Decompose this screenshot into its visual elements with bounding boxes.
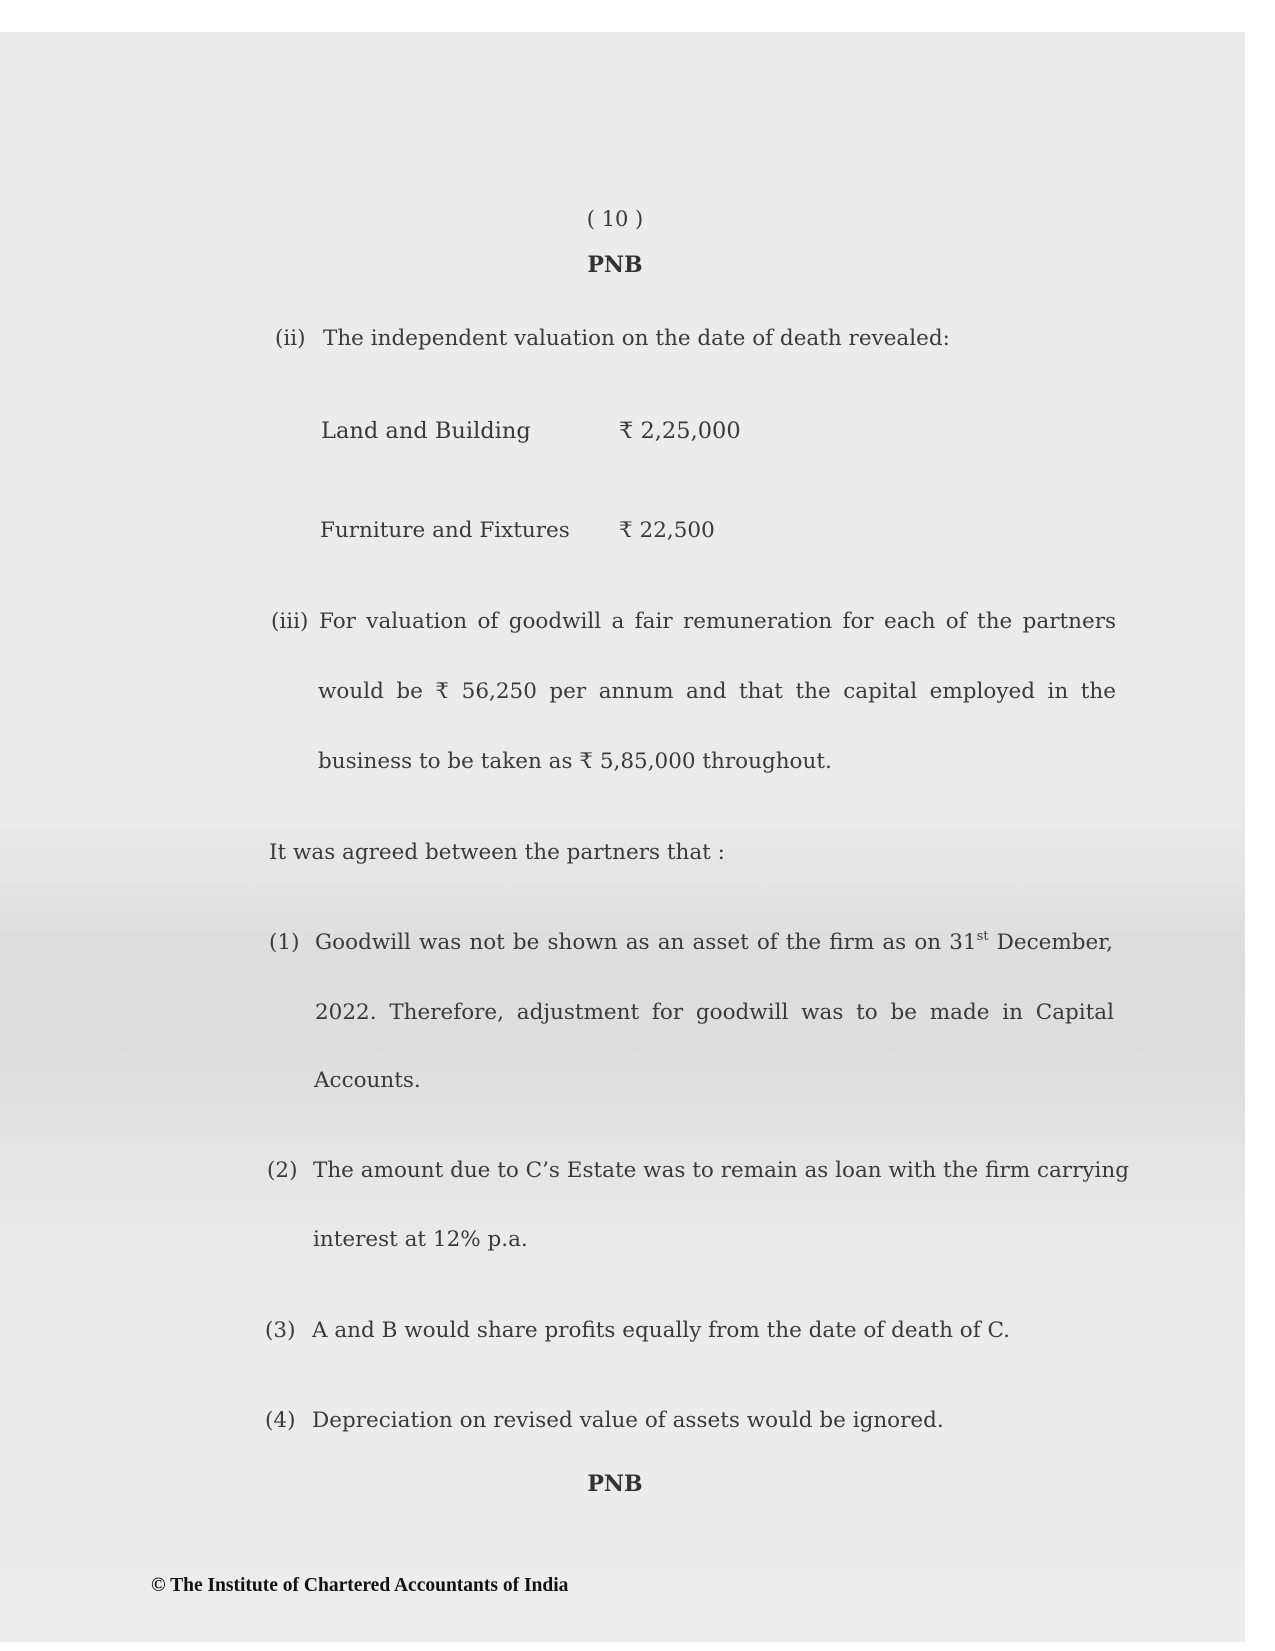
item-iii-marker: (iii) <box>271 609 309 634</box>
agreement-line: Depreciation on revised value of assets would be ignored. <box>312 1408 944 1433</box>
agreement-line: 2022. Therefore, adjustment for goodwill was to be made in Capital <box>315 1000 1114 1025</box>
agreement-marker: (2) <box>267 1158 298 1183</box>
item-ii-marker: (ii) <box>275 326 306 351</box>
page-number: ( 10 ) <box>586 207 644 231</box>
agreement-line: Goodwill was not be shown as an asset of the firm as on 31st December, <box>315 929 1113 955</box>
agreement-marker: (4) <box>265 1408 296 1433</box>
agreement-line: A and B would share profits equally from the date of death of C. <box>312 1318 1011 1343</box>
ordinal-suffix: st <box>976 929 989 944</box>
copyright-footer: © The Institute of Chartered Accountants of India <box>151 1575 569 1596</box>
item-iii-line: business to be taken as ₹ 5,85,000 throughout. <box>318 749 832 774</box>
watermark-text-bottom: PNB <box>587 1471 643 1497</box>
valuation-amount: ₹ 22,500 <box>619 518 715 543</box>
valuation-amount: ₹ 2,25,000 <box>619 418 741 444</box>
page-margin <box>1245 0 1275 1651</box>
valuation-label: Land and Building <box>321 418 531 444</box>
agreement-line: The amount due to C’s Estate was to remain as loan with the firm carrying <box>313 1158 1129 1183</box>
agreement-line: Accounts. <box>314 1068 421 1093</box>
watermark-text-top: PNB <box>587 252 643 278</box>
item-iii-line: For valuation of goodwill a fair remuneration for each of the partners <box>319 609 1116 634</box>
valuation-label: Furniture and Fixtures <box>320 518 570 543</box>
agreement-marker: (3) <box>265 1318 296 1343</box>
item-iii-line: would be ₹ 56,250 per annum and that the capital employed in the <box>318 679 1116 704</box>
agreement-marker: (1) <box>269 930 300 955</box>
agreed-intro: It was agreed between the partners that : <box>269 840 725 865</box>
agreement-line: interest at 12% p.a. <box>313 1227 528 1252</box>
item-ii-text: The independent valuation on the date of death revealed: <box>323 326 950 351</box>
